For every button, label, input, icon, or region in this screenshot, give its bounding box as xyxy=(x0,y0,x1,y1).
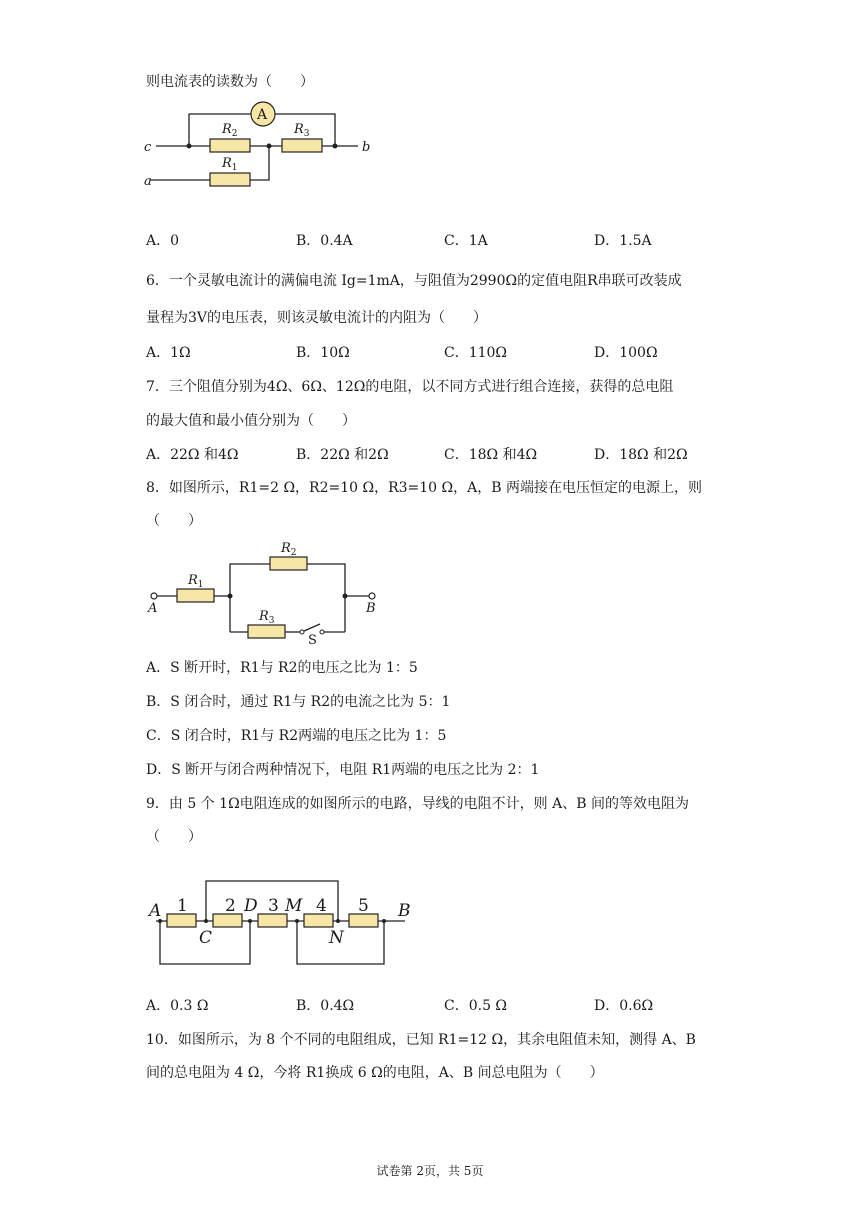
junction-node xyxy=(204,919,208,923)
resistor-3-label: 3 xyxy=(268,896,279,916)
resistor-2-label: 2 xyxy=(225,896,236,916)
q9-option-d: D．0.6Ω xyxy=(594,998,654,1014)
q6-option-d: D．100Ω xyxy=(594,345,658,361)
terminal-a-label: A xyxy=(149,901,162,921)
q5-option-c: C．1A xyxy=(444,233,488,249)
resistor-4-label: 4 xyxy=(316,896,327,916)
junction-node xyxy=(382,919,386,923)
r1-label: $R_1$ xyxy=(188,573,204,590)
q9-stem-line1: 9．由 5 个 1Ω电阻连成的如图所示的电路，导线的电阻不计，则 A、B 间的等效电阻为 xyxy=(146,796,689,812)
junction-node xyxy=(248,919,252,923)
resistor-r3 xyxy=(282,139,322,152)
q8-option-d: D．S 断开与闭合两种情况下，电阻 R1两端的电压之比为 2：1 xyxy=(146,762,540,778)
wire xyxy=(250,146,269,180)
q6-stem-line1: 6．一个灵敏电流计的满偏电流 Ig=1mA，与阻值为2990Ω的定值电阻R串联可改装成 xyxy=(146,273,682,289)
q5-option-a: A．0 xyxy=(146,233,180,249)
junction-node xyxy=(267,144,272,149)
node-d-label: D xyxy=(244,896,258,916)
terminal-a-label: A xyxy=(148,601,158,616)
r2-label: $R_2$ xyxy=(281,541,297,558)
q7-option-a: A．22Ω 和4Ω xyxy=(146,447,239,463)
resistor-r1 xyxy=(210,173,250,186)
junction-node xyxy=(343,594,348,599)
r3-label: $R_3$ xyxy=(294,122,310,139)
switch-contact xyxy=(320,630,324,634)
node-n-label: N xyxy=(329,928,344,948)
q10-stem-line2: 间的总电阻为 4 Ω，今将 R1换成 6 Ω的电阻，A、B 间总电阻为（ ） xyxy=(146,1065,604,1081)
junction-node xyxy=(228,594,233,599)
q8-circuit-diagram xyxy=(140,536,390,646)
resistor-1-label: 1 xyxy=(177,896,188,916)
q9-circuit-diagram xyxy=(140,876,430,971)
q8-stem-line1: 8．如图所示，R1=2 Ω，R2=10 Ω，R3=10 Ω，A，B 两端接在电压恒定的电源上，则 xyxy=(146,480,702,496)
switch-blade xyxy=(304,624,320,631)
junction-node xyxy=(333,144,338,149)
q8-stem-line2: （ ） xyxy=(146,513,202,529)
q9-option-a: A．0.3 Ω xyxy=(146,998,209,1014)
junction-node xyxy=(295,919,299,923)
resistor-r3 xyxy=(248,625,285,638)
q7-option-c: C．18Ω 和4Ω xyxy=(444,447,538,463)
terminal-c-label: c xyxy=(144,140,152,155)
q6-option-c: C．110Ω xyxy=(444,345,508,361)
q7-option-d: D．18Ω 和2Ω xyxy=(594,447,688,463)
terminal-a-node xyxy=(151,593,157,599)
terminal-b-label: B xyxy=(398,901,411,921)
q9-stem-line2: （ ） xyxy=(146,829,202,845)
q6-option-b: B．10Ω xyxy=(296,345,350,361)
q8-option-a: A．S 断开时，R1与 R2的电压之比为 1：5 xyxy=(146,660,418,676)
r1-label: $R_1$ xyxy=(222,156,238,173)
terminal-a-label: a xyxy=(144,174,152,189)
terminal-b-label: B xyxy=(366,601,376,616)
node-m-label: M xyxy=(285,896,303,916)
page-footer: 试卷第 2页，共 5页 xyxy=(376,1164,484,1178)
q7-stem-line1: 7．三个阻值分别为4Ω、6Ω、12Ω的电阻，以不同方式进行组合连接，获得的总电阻 xyxy=(146,379,674,395)
terminal-b-label: b xyxy=(362,140,371,155)
switch-contact xyxy=(300,630,304,634)
resistor-5-label: 5 xyxy=(358,896,369,916)
q7-option-b: B．22Ω 和2Ω xyxy=(296,447,389,463)
resistor-r2 xyxy=(210,139,250,152)
switch-label: S xyxy=(308,633,317,648)
q5-circuit-diagram xyxy=(140,98,380,190)
junction-node xyxy=(336,919,340,923)
q7-stem-line2: 的最大值和最小值分别为（ ） xyxy=(146,413,356,429)
q10-stem-line1: 10．如图所示，为 8 个不同的电阻组成，已知 R1=12 Ω，其余电阻值未知，测得 A、B xyxy=(146,1032,696,1048)
wire xyxy=(307,564,345,632)
node-c-label: C xyxy=(199,928,213,948)
terminal-b-node xyxy=(369,593,375,599)
ammeter-label: A xyxy=(257,107,268,123)
q6-option-a: A．1Ω xyxy=(146,345,191,361)
q9-option-b: B．0.4Ω xyxy=(296,998,355,1014)
r3-label: $R_3$ xyxy=(259,609,275,626)
q5-stem-tail: 则电流表的读数为（ ） xyxy=(146,74,314,90)
r2-label: $R_2$ xyxy=(222,122,238,139)
q5-option-b: B．0.4A xyxy=(296,233,353,249)
resistor-r1 xyxy=(177,589,214,602)
q8-option-b: B．S 闭合时，通过 R1与 R2的电流之比为 5：1 xyxy=(146,694,451,710)
q5-option-d: D．1.5A xyxy=(594,233,652,249)
q8-option-c: C．S 闭合时，R1与 R2两端的电压之比为 1：5 xyxy=(146,728,447,744)
q6-stem-line2: 量程为3V的电压表，则该灵敏电流计的内阻为（ ） xyxy=(146,310,488,326)
junction-node xyxy=(187,144,192,149)
resistor-r2 xyxy=(270,557,307,570)
q9-option-c: C．0.5 Ω xyxy=(444,998,508,1014)
